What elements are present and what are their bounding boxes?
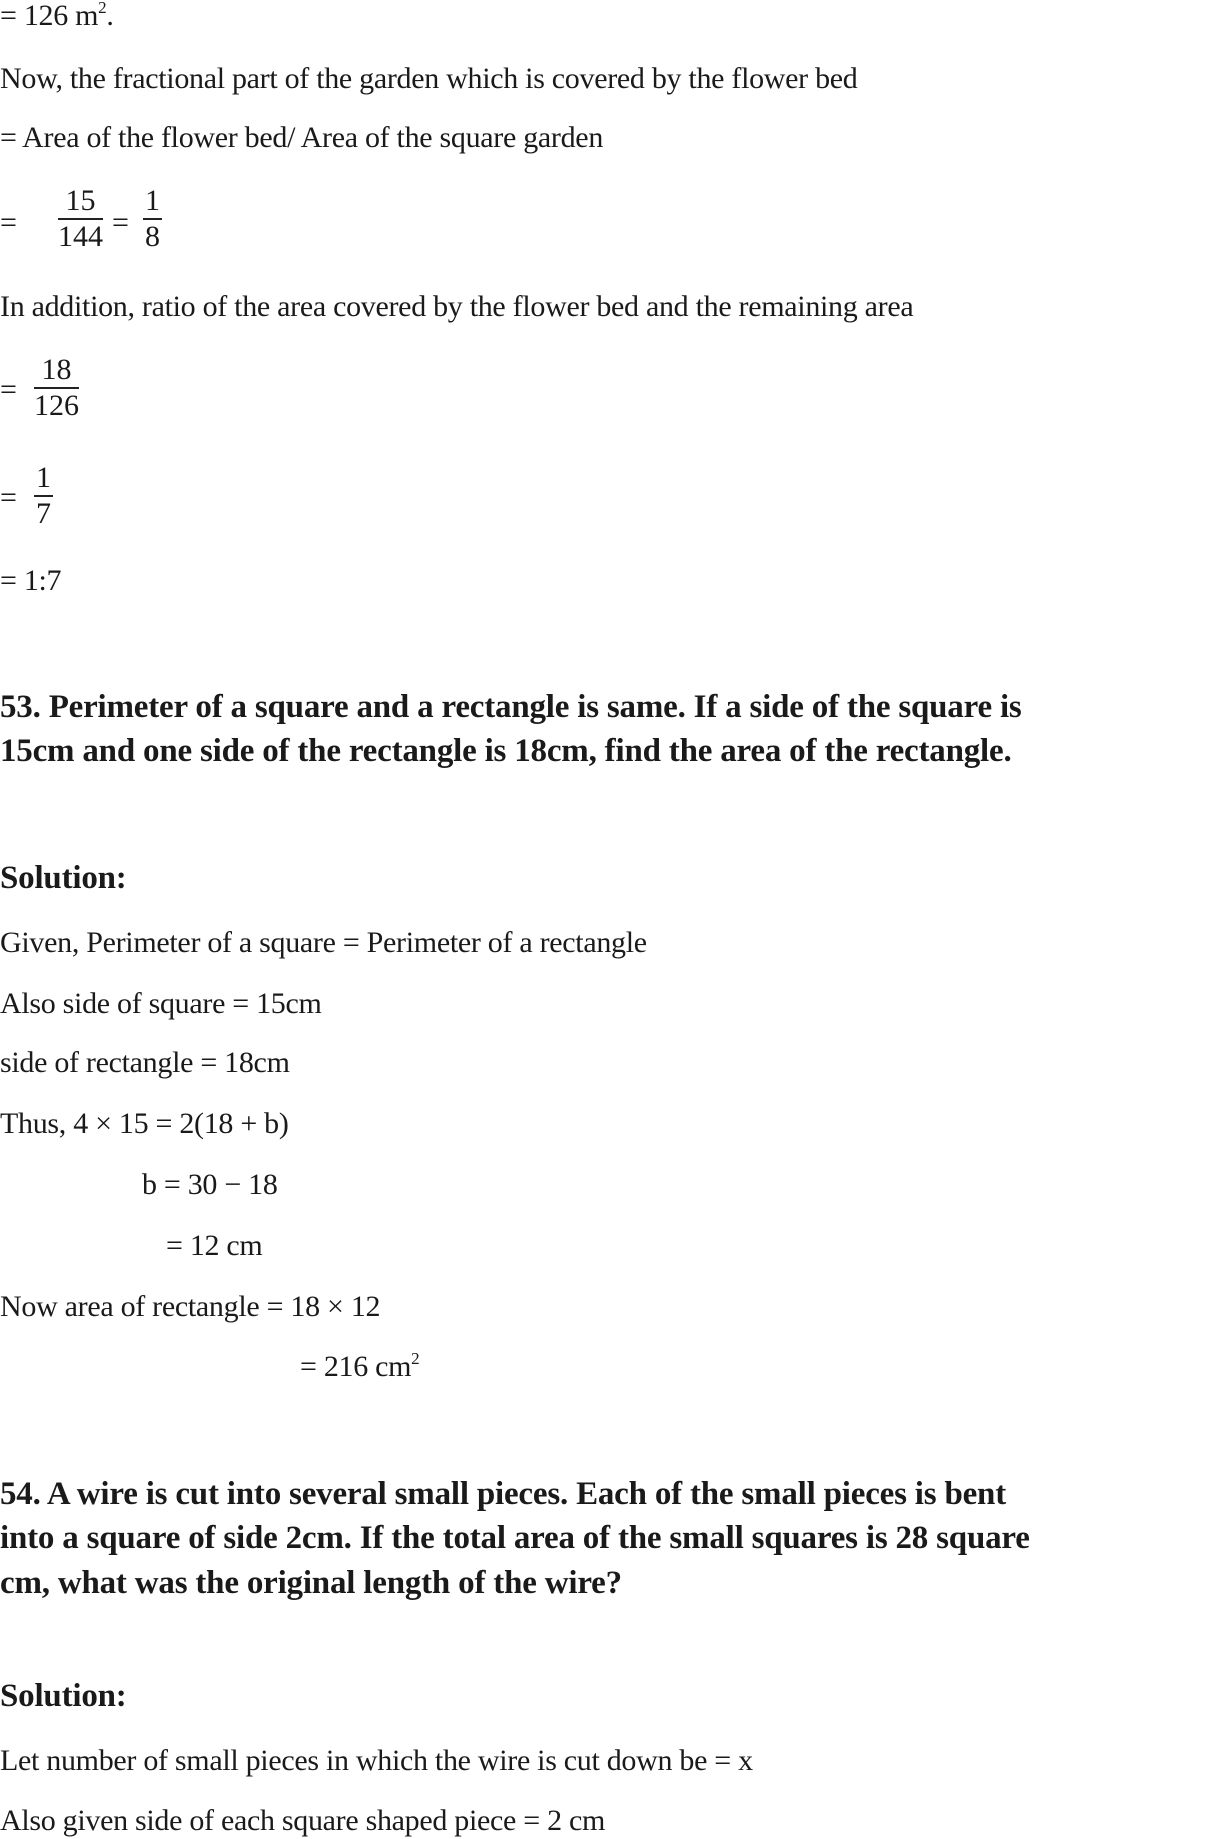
solution-step: Let number of small pieces in which the wire is cut down be = x [0,1744,753,1777]
solution-step: Also side of square = 15cm [0,987,322,1020]
solution-step: b = 30 − 18 [142,1168,278,1201]
numerator: 1 [143,184,162,220]
solution-step: Now area of rectangle = 18 × 12 [0,1290,381,1323]
fraction-formula: = Area of the flower bed/ Area of the square garden [0,121,604,154]
denominator: 7 [36,497,51,530]
equals-sign: = [0,481,17,514]
solution-step: Given, Perimeter of a square = Perimeter of a rectangle [0,926,647,959]
fraction-18-126 [34,353,79,423]
equals-sign: = [0,206,17,239]
denominator: 144 [58,220,103,253]
area-result [0,0,114,34]
question-text-line: 15cm and one side of the rectangle is 18cm, find the area of the rectangle. [0,733,1012,769]
equals-sign: = [0,373,17,406]
solution-step-final [300,1349,419,1385]
question-text-line: into a square of side 2cm. If the total area of the small squares is 28 square [0,1520,1030,1556]
solution-step: Also given side of each square shaped piece = 2 cm [0,1804,606,1837]
fraction-15-144 [58,184,103,254]
solution-step: side of rectangle = 18cm [0,1046,290,1079]
period: . [106,0,114,32]
area-result-text: = 126 m [0,0,99,32]
fraction-1-7 [34,461,53,531]
solution-label: Solution: [0,1678,127,1714]
final-area: = 216 cm [300,1350,412,1383]
question-text-line: 53. Perimeter of a square and a rectangle is same. If a side of the square is [0,689,1022,725]
fraction-1-8 [143,184,162,254]
ratio-result: = 1:7 [0,564,62,597]
question-text-line: 54. A wire is cut into several small pieces. Each of the small pieces is bent [0,1476,1006,1512]
ratio-intro: In addition, ratio of the area covered by the flower bed and the remaining area [0,290,914,323]
solution-step: Thus, 4 × 15 = 2(18 + b) [0,1107,289,1140]
superscript: 2 [98,0,107,17]
denominator: 8 [145,220,160,253]
superscript: 2 [411,1349,420,1368]
fraction-intro: Now, the fractional part of the garden which is covered by the flower bed [0,62,858,95]
question-text-line: cm, what was the original length of the wire? [0,1565,622,1601]
solution-label: Solution: [0,860,127,896]
denominator: 126 [34,389,79,422]
numerator: 1 [34,461,53,497]
numerator: 15 [58,184,103,220]
equals-sign: = [112,206,129,239]
numerator: 18 [34,353,79,389]
solution-step: = 12 cm [166,1229,263,1262]
